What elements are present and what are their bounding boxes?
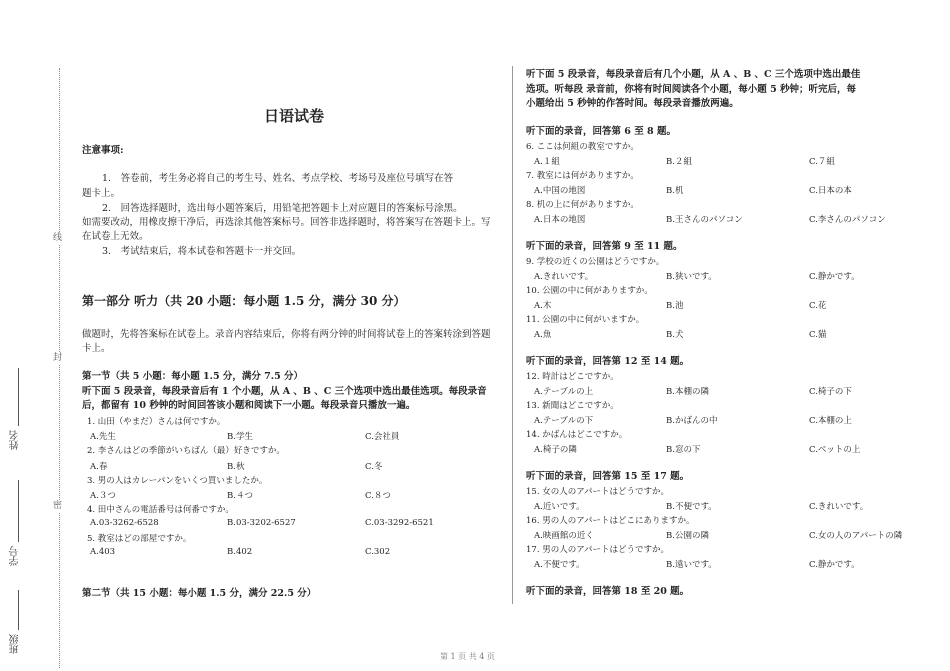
q10-option-a[interactable]: A.木 <box>534 301 552 311</box>
q3-option-b[interactable]: B.４つ <box>227 491 253 501</box>
section2-intro-cont: 选项。听每段 录音前，你将有时间阅读各个小题，每小题 5 秒钟；听完后，每 <box>526 84 857 95</box>
q17-option-c[interactable]: C.静かです。 <box>809 560 860 570</box>
section1-intro-cont: 后，都留有 10 秒钟的时间回答该小题和阅读下一小题。每段录音只播放一遍。 <box>82 400 416 411</box>
question-6: 6. ここは何組の教室ですか。 <box>526 142 639 152</box>
q13-option-a[interactable]: A.テーブルの下 <box>534 416 594 426</box>
notice-item-2-cont: 如需要改动，用橡皮擦干净后，再选涂其他答案标号。回答非选择题时，将答案写在答题卡上。写 <box>82 217 491 228</box>
q2-option-b[interactable]: B.秋 <box>227 462 245 472</box>
q7-option-b[interactable]: B.机 <box>666 186 684 196</box>
group-heading-6-8: 听下面的录音，回答第 6 至 8 题。 <box>526 126 676 137</box>
q6-option-a[interactable]: A.１組 <box>534 157 560 167</box>
section2-title: 第二节（共 15 小题：每小题 1.5 分，满分 22.5 分） <box>82 588 317 599</box>
q2-option-a[interactable]: A.春 <box>90 462 108 472</box>
q4-option-a[interactable]: A.03-3262-6528 <box>90 518 159 528</box>
class-label: 班级 <box>10 634 21 654</box>
q14-option-c[interactable]: C.ベットの上 <box>809 445 861 455</box>
group-heading-12-14: 听下面的录音，回答第 12 至 14 题。 <box>526 356 690 367</box>
q4-option-c[interactable]: C.03-3292-6521 <box>365 518 434 528</box>
binding-word-secret: 密 <box>53 501 63 511</box>
q12-option-c[interactable]: C.椅子の下 <box>809 387 852 397</box>
q3-option-c[interactable]: C.８つ <box>365 491 391 501</box>
column-divider <box>512 66 513 604</box>
question-2: 2. 李さんはどの季節がいちばん（最）好きですか。 <box>87 446 285 456</box>
q15-option-b[interactable]: B.不便です。 <box>666 502 717 512</box>
notice-item-2: 2. 回答选择题时，选出每小题答案后，用铅笔把答题卡上对应题目的答案标号涂黑。 <box>102 203 463 214</box>
group-heading-18-20: 听下面的录音，回答第 18 至 20 题。 <box>526 586 690 597</box>
q2-option-c[interactable]: C.冬 <box>365 462 383 472</box>
q1-option-c[interactable]: C.会社員 <box>365 432 400 442</box>
q15-option-c[interactable]: C.きれいです。 <box>809 502 869 512</box>
q14-option-b[interactable]: B.窓の下 <box>666 445 701 455</box>
name-field[interactable] <box>8 368 28 450</box>
q11-option-c[interactable]: C.猫 <box>809 330 827 340</box>
student-id-field[interactable] <box>8 480 28 566</box>
question-15: 15. 女の人のアパートはどうですか。 <box>526 487 670 497</box>
question-12: 12. 時計はどこですか。 <box>526 372 619 382</box>
q9-option-b[interactable]: B.狭いです。 <box>666 272 717 282</box>
group-heading-15-17: 听下面的录音，回答第 15 至 17 题。 <box>526 471 690 482</box>
question-13: 13. 新聞はどこですか。 <box>526 401 619 411</box>
q7-option-c[interactable]: C.日本の本 <box>809 186 852 196</box>
q1-option-a[interactable]: A.先生 <box>90 432 116 442</box>
question-1: 1. 山田（やまだ）さんは何ですか。 <box>87 417 226 427</box>
group-heading-9-11: 听下面的录音，回答第 9 至 11 题。 <box>526 241 683 252</box>
q13-option-b[interactable]: B.かばんの中 <box>666 416 718 426</box>
question-4: 4. 田中さんの電話番号は何番ですか。 <box>87 505 234 515</box>
q11-option-a[interactable]: A.魚 <box>534 330 552 340</box>
q4-option-b[interactable]: B.03-3202-6527 <box>227 518 296 528</box>
q5-option-a[interactable]: A.403 <box>90 547 116 557</box>
q14-option-a[interactable]: A.椅子の隣 <box>534 445 577 455</box>
q8-option-a[interactable]: A.日本の地図 <box>534 215 586 225</box>
q16-option-a[interactable]: A.映画館の近く <box>534 531 594 541</box>
section2-intro-cont2: 小题给出 5 秒钟的作答时间。每段录音播放两遍。 <box>526 98 739 109</box>
part1-intro: 做题时，先将答案标在试卷上。录音内容结束后，你将有两分钟的时间将试卷上的答案转涂到答题 <box>82 329 491 340</box>
q16-option-c[interactable]: C.女の人のアパートの隣 <box>809 531 903 541</box>
part1-intro-cont: 卡上。 <box>82 343 111 354</box>
section1-intro: 听下面 5 段录音，每段录音后有 1 个小题，从 A 、B 、C 三个选项中选出最佳选项。每段录音 <box>82 386 487 397</box>
q6-option-c[interactable]: C.７組 <box>809 157 835 167</box>
name-label: 姓名 <box>10 430 21 450</box>
section2-intro: 听下面 5 段录音，每段录音后有几个小题，从 A 、B 、C 三个选项中选出最佳 <box>526 69 861 80</box>
question-17: 17. 男の人のアパートはどうですか。 <box>526 545 670 555</box>
binding-dotted-line <box>59 68 60 668</box>
q5-option-b[interactable]: B.402 <box>227 547 253 557</box>
question-11: 11. 公園の中に何がいますか。 <box>526 315 645 325</box>
q10-option-c[interactable]: C.花 <box>809 301 827 311</box>
q15-option-a[interactable]: A.近いです。 <box>534 502 585 512</box>
notice-item-1-cont: 题卡上。 <box>82 188 121 199</box>
q7-option-a[interactable]: A.中国の地図 <box>534 186 586 196</box>
q13-option-c[interactable]: C.本棚の上 <box>809 416 852 426</box>
question-14: 14. かばんはどこですか。 <box>526 430 628 440</box>
q16-option-b[interactable]: B.公園の隣 <box>666 531 709 541</box>
question-10: 10. 公園の中に何がありますか。 <box>526 286 653 296</box>
q12-option-b[interactable]: B.本棚の隣 <box>666 387 709 397</box>
q3-option-a[interactable]: A.３つ <box>90 491 116 501</box>
q8-option-b[interactable]: B.王さんのパソコン <box>666 215 743 225</box>
page-title: 日语试卷 <box>264 107 325 125</box>
question-5: 5. 教室はどの部屋ですか。 <box>87 534 192 544</box>
notice-item-2-cont2: 在试卷上无效。 <box>82 231 149 242</box>
question-8: 8. 机の上に何がありますか。 <box>526 200 639 210</box>
class-field[interactable] <box>8 590 28 654</box>
q6-option-b[interactable]: B.２組 <box>666 157 692 167</box>
binding-word-line: 线 <box>53 233 63 243</box>
q8-option-c[interactable]: C.李さんのパソコン <box>809 215 886 225</box>
q12-option-a[interactable]: A.テーブルの上 <box>534 387 594 397</box>
notice-heading: 注意事项: <box>82 145 124 156</box>
notice-item-3: 3. 考试结束后，将本试卷和答题卡一并交回。 <box>102 246 302 257</box>
binding-word-seal: 封 <box>53 353 63 363</box>
q5-option-c[interactable]: C.302 <box>365 547 391 557</box>
question-7: 7. 教室には何がありますか。 <box>526 171 639 181</box>
q17-option-a[interactable]: A.不便です。 <box>534 560 585 570</box>
student-id-label: 学号 <box>10 546 21 566</box>
q9-option-a[interactable]: A.きれいです。 <box>534 272 594 282</box>
part1-title: 第一部分 听力（共 20 小题：每小题 1.5 分，满分 30 分） <box>82 294 406 308</box>
notice-item-1: 1. 答卷前，考生务必将自己的考生号、姓名、考点学校、考场号及座位号填写在答 <box>102 173 454 184</box>
binding-margin <box>0 0 70 671</box>
q1-option-b[interactable]: B.学生 <box>227 432 253 442</box>
question-16: 16. 男の人のアパートはどこにありますか。 <box>526 516 695 526</box>
q17-option-b[interactable]: B.遠いです。 <box>666 560 717 570</box>
q9-option-c[interactable]: C.静かです。 <box>809 272 860 282</box>
q10-option-b[interactable]: B.池 <box>666 301 684 311</box>
question-3: 3. 男の人はカレーパンをいくつ買いましたか。 <box>87 476 268 486</box>
section1-title: 第一节（共 5 小题：每小题 1.5 分，满分 7.5 分） <box>82 371 304 382</box>
q11-option-b[interactable]: B.犬 <box>666 330 684 340</box>
question-9: 9. 学校の近くの公園はどうですか。 <box>526 257 665 267</box>
page-footer: 第 1 页 共 4 页 <box>440 652 495 661</box>
